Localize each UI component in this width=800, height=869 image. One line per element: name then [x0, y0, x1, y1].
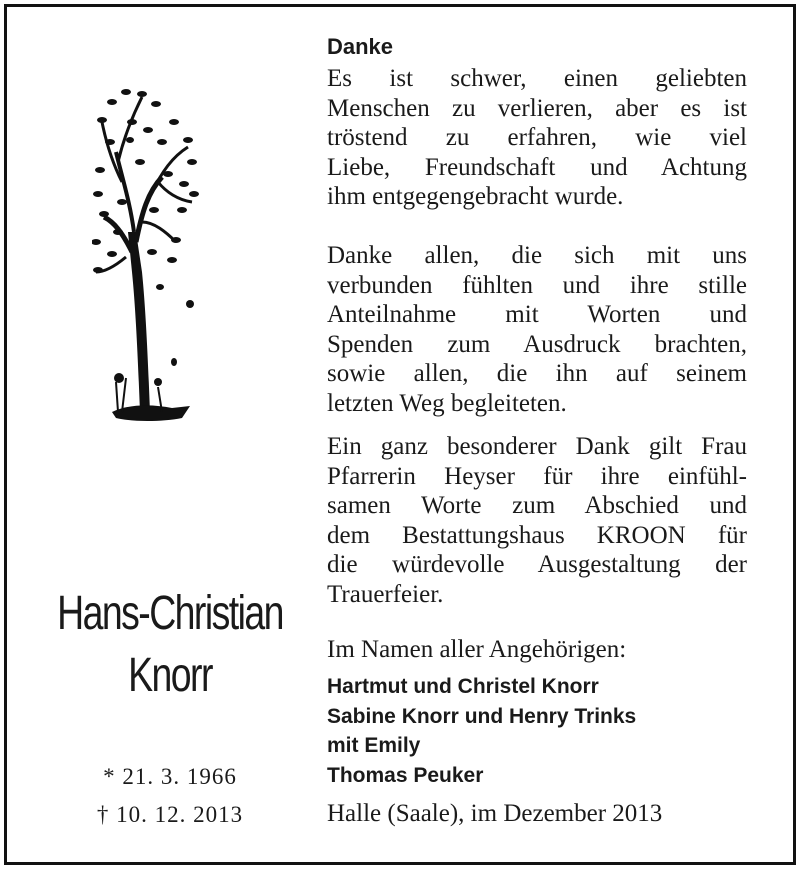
- paragraph-line: Pfarrerin Heyser für ihre einfühl-: [327, 462, 747, 490]
- deceased-last-name: Knorr: [128, 649, 212, 702]
- signer-name: Thomas Peuker: [327, 763, 484, 787]
- paragraph-line: die würdevolle Ausgestaltung der: [327, 551, 747, 578]
- signer-name: Hartmut und Christel Knorr: [327, 675, 599, 698]
- paragraph-line: Danke allen, die sich mit uns: [327, 242, 747, 269]
- paragraph-thanks-all: [327, 241, 747, 418]
- paragraph-line: Anteilnahme mit Worten und: [327, 301, 747, 328]
- birth-date: * 21. 3. 1966: [103, 764, 237, 789]
- paragraph-line: ihm entgegengebracht wurde.: [327, 183, 624, 210]
- paragraph-gratitude-loss: [327, 64, 747, 212]
- deceased-first-name: Hans-Christian: [57, 587, 283, 640]
- notice-heading: Danke: [327, 34, 394, 59]
- signer-name: Sabine Knorr und Henry Trinks: [327, 704, 637, 728]
- paragraph-line: letzten Weg begleiteten.: [327, 389, 567, 417]
- paragraph-line: Trauerfeier.: [327, 580, 444, 608]
- paragraph-line: verbunden fühlten und ihre stille: [327, 271, 747, 299]
- paragraph-line: Ein ganz besonderer Dank gilt Frau: [327, 433, 747, 460]
- signers-list: [327, 672, 636, 790]
- place-and-date: Halle (Saale), im Dezember 2013: [327, 800, 663, 827]
- paragraph-line: samen Worte zum Abschied und: [327, 492, 747, 519]
- paragraph-line: sowie allen, die ihn auf seinem: [327, 360, 747, 387]
- tree-icon: [92, 82, 200, 432]
- paragraph-line: Menschen zu verlieren, aber es ist: [327, 94, 747, 122]
- death-date: † 10. 12. 2013: [96, 802, 244, 827]
- paragraph-line: tröstend zu erfahren, wie viel: [327, 124, 747, 151]
- paragraph-line: dem Bestattungshaus KROON für: [327, 521, 747, 549]
- paragraph-line: Liebe, Freundschaft und Achtung: [327, 153, 747, 181]
- paragraph-special-thanks: [327, 432, 747, 609]
- signer-name: mit Emily: [327, 734, 421, 757]
- paragraph-line: Spenden zum Ausdruck brachten,: [327, 330, 747, 358]
- paragraph-line: Es ist schwer, einen geliebten: [327, 65, 747, 92]
- closing-line: Im Namen aller Angehörigen:: [327, 636, 627, 663]
